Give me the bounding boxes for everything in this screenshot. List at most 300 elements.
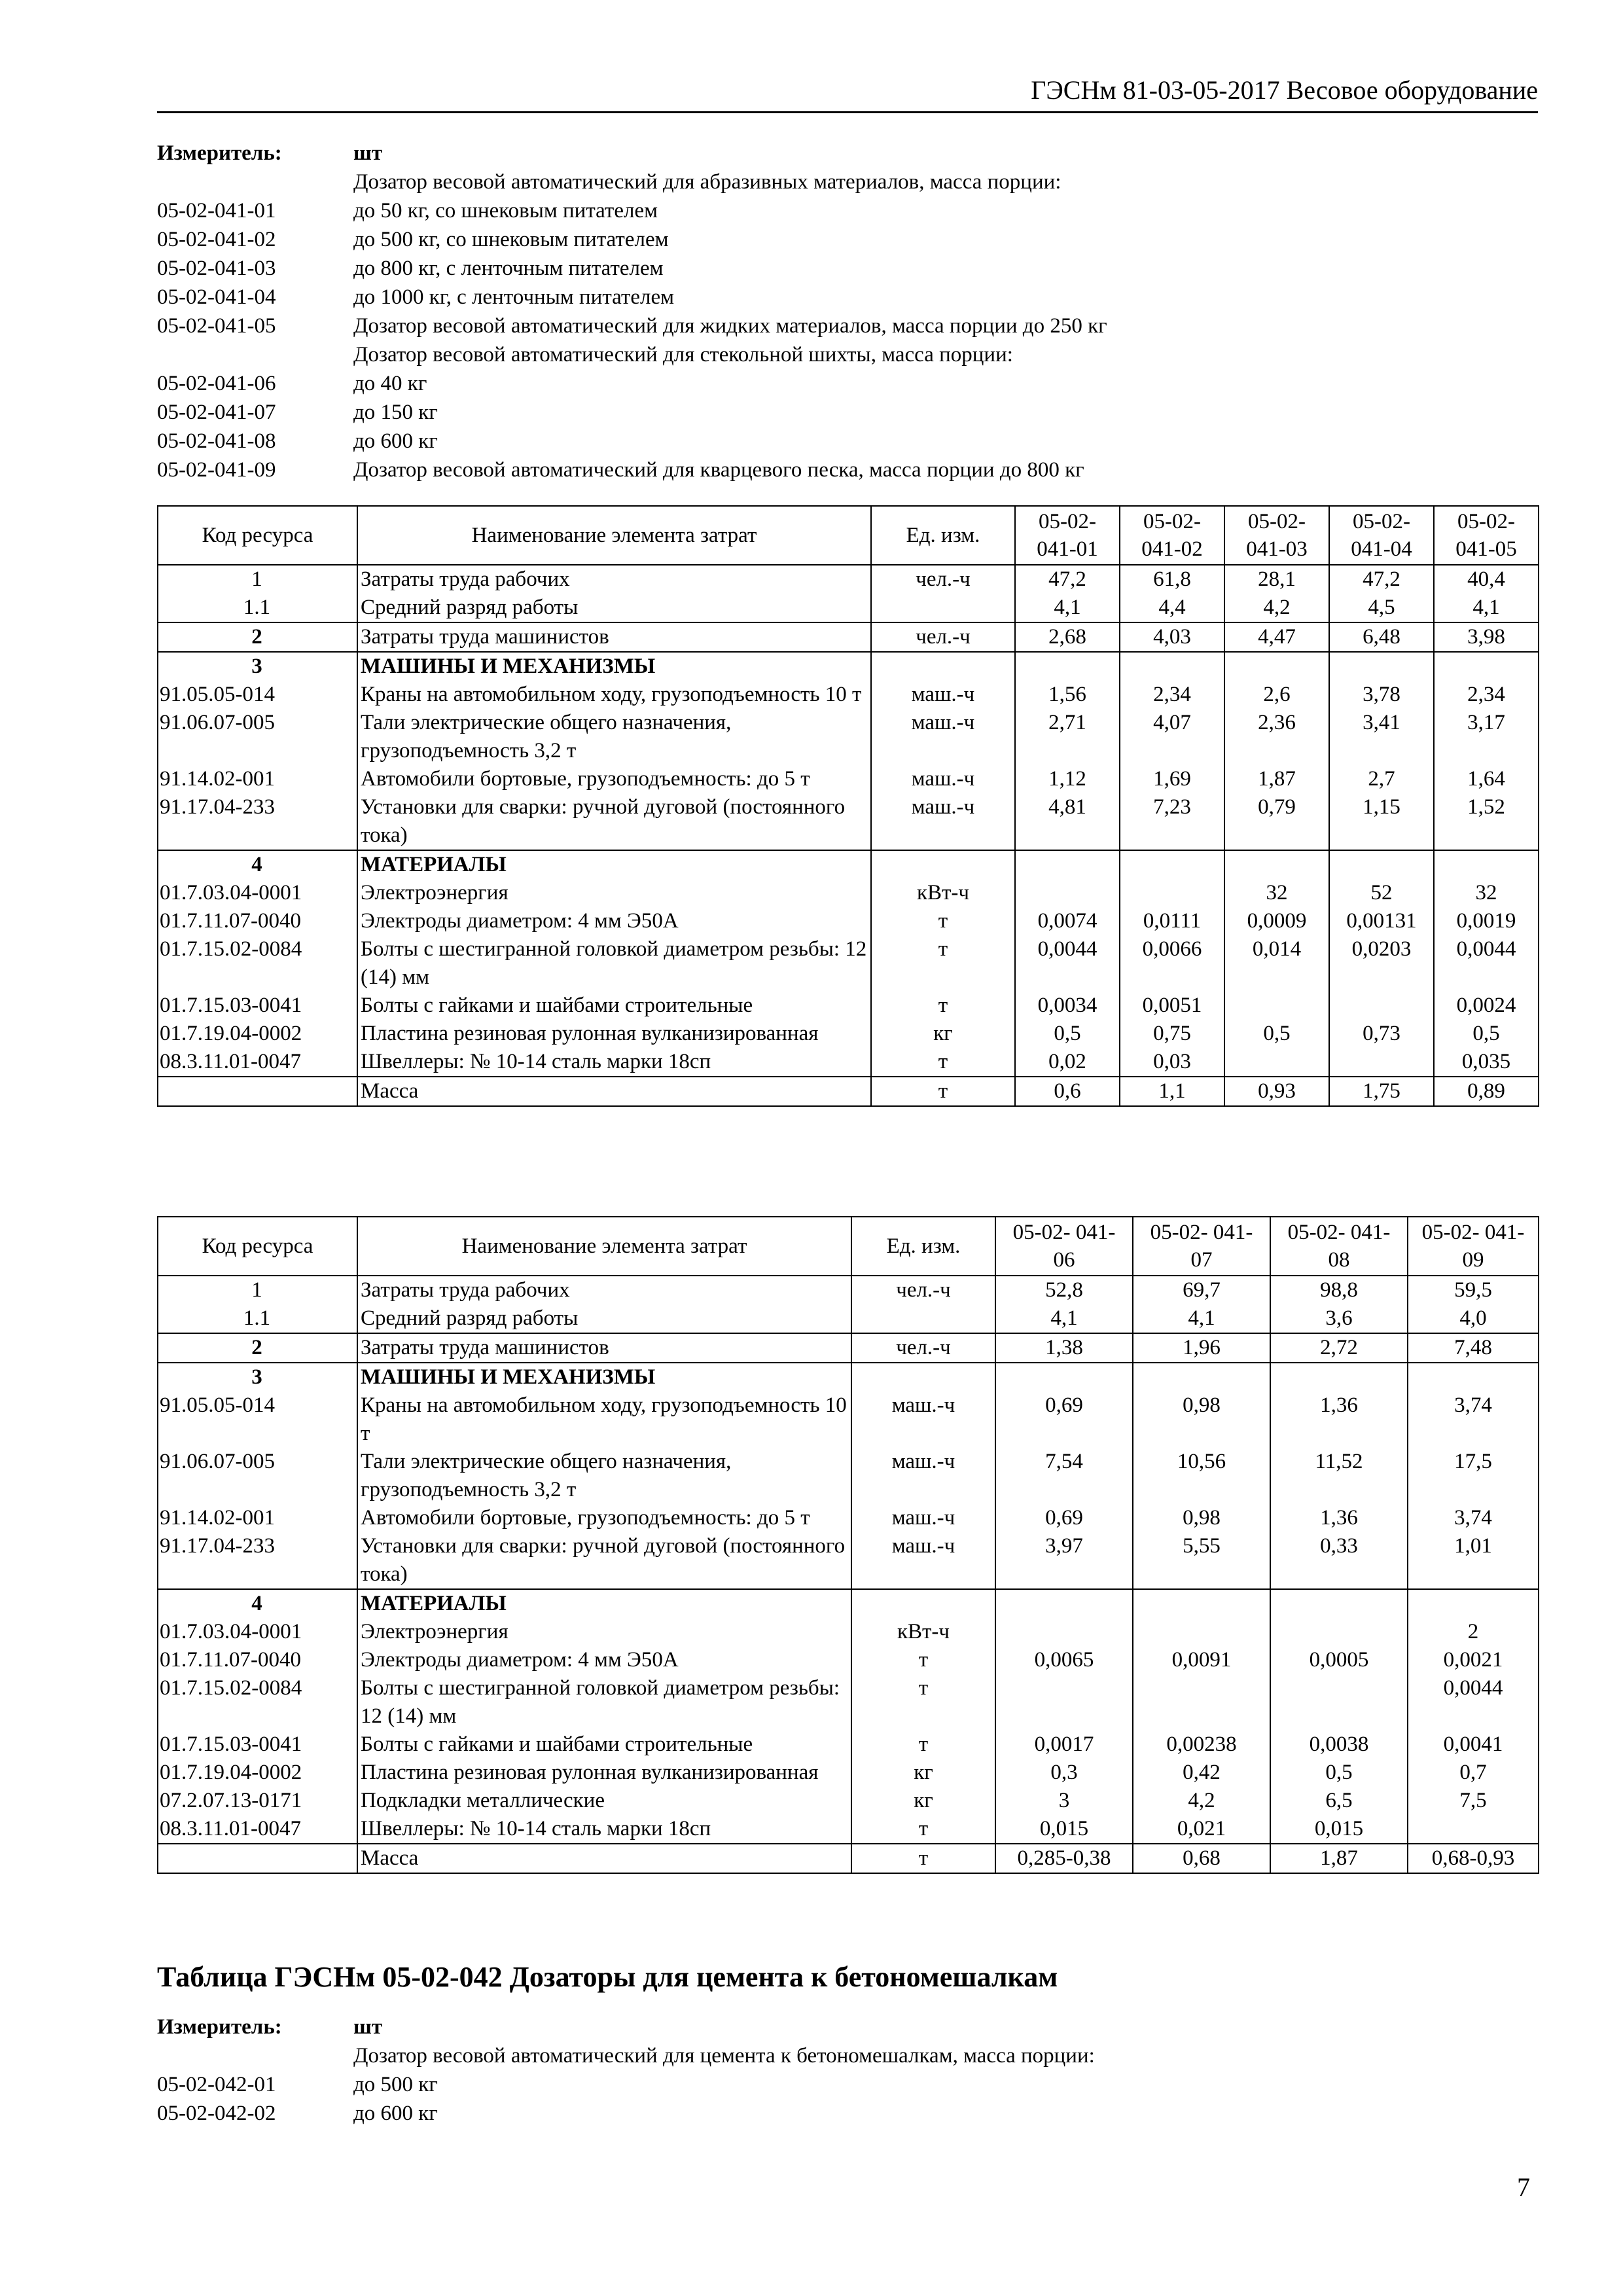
cell-code: 91.14.02-001 bbox=[158, 1504, 357, 1532]
cell-name: Автомобили бортовые, грузоподъемность: до 5 т bbox=[357, 765, 871, 793]
table-row bbox=[158, 622, 1539, 652]
cell-code: 4 bbox=[158, 1589, 357, 1618]
cell-value: 0,0034 bbox=[1015, 992, 1120, 1020]
cell-value: 0,00238 bbox=[1133, 1731, 1270, 1759]
cell-value: 3 bbox=[995, 1787, 1133, 1815]
cell-value: 0,285-0,38 bbox=[995, 1844, 1133, 1873]
cell-name: Тали электрические общего назначения, грузоподъемность 3,2 т bbox=[357, 709, 871, 765]
cell-value: 0,0024 bbox=[1434, 992, 1539, 1020]
cell-value: 17,5 bbox=[1408, 1448, 1539, 1504]
cell-unit: т bbox=[871, 907, 1015, 935]
cell-value bbox=[1434, 652, 1539, 681]
measure-block-2 bbox=[157, 2013, 1400, 2128]
cell-value: 0,75 bbox=[1120, 1020, 1224, 1048]
item-text: до 600 кг bbox=[353, 2102, 438, 2125]
cell-code: 91.17.04-233 bbox=[158, 1532, 357, 1589]
item-code: 05-02-041-08 bbox=[157, 429, 276, 453]
cell-value bbox=[1408, 1363, 1539, 1391]
cell-unit: маш.-ч bbox=[851, 1391, 995, 1448]
cell-name: Затраты труда машинистов bbox=[357, 622, 871, 652]
cell-value: 0,79 bbox=[1224, 793, 1329, 850]
item-code: 05-02-041-06 bbox=[157, 372, 276, 395]
resource-table-1 bbox=[157, 505, 1539, 1107]
header-col: 05-02- 041- 07 bbox=[1133, 1217, 1270, 1276]
cell-value: 0,0038 bbox=[1270, 1731, 1408, 1759]
cell-value bbox=[995, 1618, 1133, 1646]
cell-value: 2,68 bbox=[1015, 622, 1120, 652]
cell-name: Болты с гайками и шайбами строительные bbox=[357, 992, 871, 1020]
cell-value: 7,23 bbox=[1120, 793, 1224, 850]
cell-code: 01.7.11.07-0040 bbox=[158, 907, 357, 935]
cell-value: 0,02 bbox=[1015, 1048, 1120, 1077]
table-row bbox=[158, 765, 1539, 793]
cell-value: 0,03 bbox=[1120, 1048, 1224, 1077]
cell-value: 3,98 bbox=[1434, 622, 1539, 652]
measure-unit: шт bbox=[353, 141, 383, 165]
table-row bbox=[158, 1532, 1539, 1589]
cell-value: 6,5 bbox=[1270, 1787, 1408, 1815]
cell-value bbox=[1408, 1589, 1539, 1618]
cell-value: 98,8 bbox=[1270, 1276, 1408, 1304]
cell-code: 1.1 bbox=[158, 594, 357, 622]
page-number: 7 bbox=[1517, 2172, 1530, 2202]
cell-value: 28,1 bbox=[1224, 565, 1329, 594]
cell-value: 2,71 bbox=[1015, 709, 1120, 765]
cell-name: Электроэнергия bbox=[357, 879, 871, 907]
header-col: 05-02- 041- 06 bbox=[995, 1217, 1133, 1276]
cell-value: 0,021 bbox=[1133, 1815, 1270, 1844]
cell-value: 4,4 bbox=[1120, 594, 1224, 622]
cell-value: 0,0111 bbox=[1120, 907, 1224, 935]
cell-code: 2 bbox=[158, 1333, 357, 1363]
cell-unit: маш.-ч bbox=[871, 709, 1015, 765]
item-text: до 50 кг, со шнековым питателем bbox=[353, 199, 658, 223]
cell-unit: маш.-ч bbox=[871, 765, 1015, 793]
table-row bbox=[158, 1448, 1539, 1504]
cell-value: 0,0074 bbox=[1015, 907, 1120, 935]
cell-value: 0,5 bbox=[1270, 1759, 1408, 1787]
table-row bbox=[158, 652, 1539, 681]
cell-value: 0,5 bbox=[1224, 1020, 1329, 1048]
cell-value bbox=[1133, 1363, 1270, 1391]
table-header-row bbox=[158, 506, 1539, 565]
cell-value: 3,17 bbox=[1434, 709, 1539, 765]
item-code: 05-02-041-03 bbox=[157, 257, 276, 280]
item-code: 05-02-041-05 bbox=[157, 314, 276, 338]
cell-name: Краны на автомобильном ходу, грузоподъемность 10 т bbox=[357, 681, 871, 709]
cell-code: 01.7.19.04-0002 bbox=[158, 1020, 357, 1048]
item-code: 05-02-041-04 bbox=[157, 285, 276, 309]
cell-name: Автомобили бортовые, грузоподъемность: до 5 т bbox=[357, 1504, 851, 1532]
header-col: 05-02- 041- 08 bbox=[1270, 1217, 1408, 1276]
cell-value bbox=[1329, 1048, 1434, 1077]
cell-unit: кг bbox=[851, 1759, 995, 1787]
cell-unit: т bbox=[871, 1048, 1015, 1077]
cell-value: 0,015 bbox=[1270, 1815, 1408, 1844]
cell-unit: т bbox=[851, 1646, 995, 1674]
header-col: 05-02- 041-03 bbox=[1224, 506, 1329, 565]
cell-value bbox=[1434, 850, 1539, 879]
cell-name: Средний разряд работы bbox=[357, 1304, 851, 1333]
cell-value: 5,55 bbox=[1133, 1532, 1270, 1589]
cell-value: 3,97 bbox=[995, 1532, 1133, 1589]
cell-value bbox=[1270, 1589, 1408, 1618]
cell-unit: маш.-ч bbox=[871, 681, 1015, 709]
cell-unit: кВт-ч bbox=[871, 879, 1015, 907]
cell-value: 11,52 bbox=[1270, 1448, 1408, 1504]
measure-label: Измеритель: bbox=[157, 141, 282, 165]
cell-value: 0,0044 bbox=[1015, 935, 1120, 992]
header-title: ГЭСНм 81-03-05-2017 Весовое оборудование bbox=[1031, 75, 1538, 105]
header-col: 05-02- 041-05 bbox=[1434, 506, 1539, 565]
table-row bbox=[158, 681, 1539, 709]
cell-value: 1,87 bbox=[1224, 765, 1329, 793]
cell-value: 0,0066 bbox=[1120, 935, 1224, 992]
cell-name: МАШИНЫ И МЕХАНИЗМЫ bbox=[357, 652, 871, 681]
cell-unit: т bbox=[871, 935, 1015, 992]
header-unit: Ед. изм. bbox=[851, 1217, 995, 1276]
cell-name: Тали электрические общего назначения, грузоподъемность 3,2 т bbox=[357, 1448, 851, 1504]
cell-value: 2,6 bbox=[1224, 681, 1329, 709]
cell-code: 4 bbox=[158, 850, 357, 879]
table-row bbox=[158, 850, 1539, 879]
cell-value: 59,5 bbox=[1408, 1276, 1539, 1304]
table-row bbox=[158, 879, 1539, 907]
cell-value: 4,81 bbox=[1015, 793, 1120, 850]
header-unit: Ед. изм. bbox=[871, 506, 1015, 565]
header-col: 05-02- 041-02 bbox=[1120, 506, 1224, 565]
cell-unit: т bbox=[871, 992, 1015, 1020]
cell-code: 01.7.03.04-0001 bbox=[158, 879, 357, 907]
cell-value: 0,015 bbox=[995, 1815, 1133, 1844]
cell-code: 91.06.07-005 bbox=[158, 709, 357, 765]
cell-code: 2 bbox=[158, 622, 357, 652]
table-row bbox=[158, 594, 1539, 622]
cell-value: 0,5 bbox=[1434, 1020, 1539, 1048]
cell-value: 2,7 bbox=[1329, 765, 1434, 793]
cell-name: Электроды диаметром: 4 мм Э50А bbox=[357, 907, 871, 935]
cell-value bbox=[1270, 1674, 1408, 1731]
table-row bbox=[158, 793, 1539, 850]
cell-value: 0,0091 bbox=[1133, 1646, 1270, 1674]
item-code: 05-02-041-02 bbox=[157, 228, 276, 251]
cell-value: 40,4 bbox=[1434, 565, 1539, 594]
cell-value: 1,1 bbox=[1120, 1077, 1224, 1106]
cell-value: 3,78 bbox=[1329, 681, 1434, 709]
item-code: 05-02-041-09 bbox=[157, 458, 276, 482]
table-row bbox=[158, 1731, 1539, 1759]
cell-value bbox=[995, 1363, 1133, 1391]
cell-value bbox=[1224, 992, 1329, 1020]
item-text: до 500 кг bbox=[353, 2073, 438, 2096]
cell-name: Установки для сварки: ручной дуговой (постоянного тока) bbox=[357, 1532, 851, 1589]
group-heading: Дозатор весовой автоматический для стекольной шихты, масса порции: bbox=[353, 343, 1013, 367]
cell-value: 0,035 bbox=[1434, 1048, 1539, 1077]
item-text: до 500 кг, со шнековым питателем bbox=[353, 228, 669, 251]
cell-value: 0,93 bbox=[1224, 1077, 1329, 1106]
cell-value: 0,0005 bbox=[1270, 1646, 1408, 1674]
cell-name: Болты с шестигранной головкой диаметром резьбы: 12 (14) мм bbox=[357, 935, 871, 992]
cell-value: 1,12 bbox=[1015, 765, 1120, 793]
item-text: Дозатор весовой автоматический для кварцевого песка, масса порции до 800 кг bbox=[353, 458, 1084, 482]
cell-value: 1,01 bbox=[1408, 1532, 1539, 1589]
cell-unit: маш.-ч bbox=[851, 1504, 995, 1532]
cell-value: 0,33 bbox=[1270, 1532, 1408, 1589]
cell-value bbox=[1133, 1674, 1270, 1731]
cell-name: Масса bbox=[357, 1077, 871, 1106]
cell-value: 0,3 bbox=[995, 1759, 1133, 1787]
cell-code: 01.7.15.02-0084 bbox=[158, 1674, 357, 1731]
cell-value bbox=[1224, 652, 1329, 681]
cell-value bbox=[995, 1589, 1133, 1618]
item-text: до 800 кг, с ленточным питателем bbox=[353, 257, 664, 280]
table-header-row bbox=[158, 1217, 1539, 1276]
cell-value: 4,07 bbox=[1120, 709, 1224, 765]
group-heading: Дозатор весовой автоматический для цемента к бетономешалкам, масса порции: bbox=[353, 2044, 1095, 2068]
item-text: до 1000 кг, с ленточным питателем bbox=[353, 285, 675, 309]
cell-code: 91.06.07-005 bbox=[158, 1448, 357, 1504]
item-text: до 600 кг bbox=[353, 429, 438, 453]
cell-value: 4,1 bbox=[1015, 594, 1120, 622]
cell-value: 3,74 bbox=[1408, 1391, 1539, 1448]
cell-value bbox=[1224, 850, 1329, 879]
cell-value bbox=[1329, 850, 1434, 879]
cell-name: МАШИНЫ И МЕХАНИЗМЫ bbox=[357, 1363, 851, 1391]
cell-unit bbox=[851, 1363, 995, 1391]
page-header bbox=[157, 73, 1538, 113]
table-row bbox=[158, 1391, 1539, 1448]
cell-name: Болты с гайками и шайбами строительные bbox=[357, 1731, 851, 1759]
cell-value: 4,5 bbox=[1329, 594, 1434, 622]
cell-code: 01.7.03.04-0001 bbox=[158, 1618, 357, 1646]
cell-unit: т bbox=[851, 1815, 995, 1844]
cell-name: Затраты труда рабочих bbox=[357, 1276, 851, 1304]
cell-value bbox=[1329, 992, 1434, 1020]
cell-name: Затраты труда рабочих bbox=[357, 565, 871, 594]
cell-value: 1,36 bbox=[1270, 1391, 1408, 1448]
cell-value: 0,0044 bbox=[1434, 935, 1539, 992]
cell-code bbox=[158, 1077, 357, 1106]
cell-value: 0,00131 bbox=[1329, 907, 1434, 935]
item-code: 05-02-041-01 bbox=[157, 199, 276, 223]
table-row bbox=[158, 1844, 1539, 1873]
cell-code: 01.7.15.02-0084 bbox=[158, 935, 357, 992]
table-row bbox=[158, 1333, 1539, 1363]
table-row bbox=[158, 907, 1539, 935]
cell-name: МАТЕРИАЛЫ bbox=[357, 1589, 851, 1618]
cell-value: 0,98 bbox=[1133, 1504, 1270, 1532]
cell-value: 1,69 bbox=[1120, 765, 1224, 793]
cell-code: 91.14.02-001 bbox=[158, 765, 357, 793]
cell-name: Электроды диаметром: 4 мм Э50А bbox=[357, 1646, 851, 1674]
cell-value: 1,96 bbox=[1133, 1333, 1270, 1363]
table-title: Таблица ГЭСНм 05-02-042 Дозаторы для цемента к бетономешалкам bbox=[157, 1961, 1058, 1993]
cell-value bbox=[1015, 850, 1120, 879]
cell-value: 0,0051 bbox=[1120, 992, 1224, 1020]
table-row bbox=[158, 565, 1539, 594]
cell-unit: чел.-ч bbox=[851, 1276, 995, 1304]
header-col: 05-02- 041-04 bbox=[1329, 506, 1434, 565]
cell-value: 47,2 bbox=[1329, 565, 1434, 594]
header-col: 05-02- 041- 09 bbox=[1408, 1217, 1539, 1276]
header-name: Наименование элемента затрат bbox=[357, 506, 871, 565]
cell-unit bbox=[851, 1589, 995, 1618]
item-code: 05-02-042-01 bbox=[157, 2073, 276, 2096]
cell-value: 1,38 bbox=[995, 1333, 1133, 1363]
cell-unit: кг bbox=[851, 1787, 995, 1815]
cell-value: 4,1 bbox=[1434, 594, 1539, 622]
cell-value: 1,15 bbox=[1329, 793, 1434, 850]
cell-value: 1,52 bbox=[1434, 793, 1539, 850]
cell-value: 1,75 bbox=[1329, 1077, 1434, 1106]
cell-value: 2 bbox=[1408, 1618, 1539, 1646]
measure-label: Измеритель: bbox=[157, 2015, 282, 2039]
cell-value: 0,0009 bbox=[1224, 907, 1329, 935]
cell-code: 08.3.11.01-0047 bbox=[158, 1815, 357, 1844]
cell-unit: чел.-ч bbox=[851, 1333, 995, 1363]
cell-unit: чел.-ч bbox=[871, 565, 1015, 594]
cell-value: 7,48 bbox=[1408, 1333, 1539, 1363]
cell-unit: чел.-ч bbox=[871, 622, 1015, 652]
cell-value: 52,8 bbox=[995, 1276, 1133, 1304]
cell-value: 0,73 bbox=[1329, 1020, 1434, 1048]
cell-name: МАТЕРИАЛЫ bbox=[357, 850, 871, 879]
cell-code: 01.7.11.07-0040 bbox=[158, 1646, 357, 1674]
cell-value: 7,54 bbox=[995, 1448, 1133, 1504]
cell-value: 61,8 bbox=[1120, 565, 1224, 594]
cell-unit: т bbox=[851, 1731, 995, 1759]
header-code: Код ресурса bbox=[158, 506, 357, 565]
cell-value: 32 bbox=[1434, 879, 1539, 907]
cell-unit bbox=[871, 652, 1015, 681]
cell-code: 1.1 bbox=[158, 1304, 357, 1333]
item-code: 05-02-042-02 bbox=[157, 2102, 276, 2125]
cell-unit: т bbox=[851, 1844, 995, 1873]
cell-name: Швеллеры: № 10-14 сталь марки 18сп bbox=[357, 1815, 851, 1844]
cell-value bbox=[1133, 1589, 1270, 1618]
cell-unit: маш.-ч bbox=[871, 793, 1015, 850]
cell-value: 0,68-0,93 bbox=[1408, 1844, 1539, 1873]
cell-value: 0,68 bbox=[1133, 1844, 1270, 1873]
cell-code: 91.17.04-233 bbox=[158, 793, 357, 850]
table-row bbox=[158, 935, 1539, 992]
header-code: Код ресурса bbox=[158, 1217, 357, 1276]
cell-code: 07.2.07.13-0171 bbox=[158, 1787, 357, 1815]
group-heading: Дозатор весовой автоматический для абразивных материалов, масса порции: bbox=[353, 170, 1061, 194]
table-row bbox=[158, 992, 1539, 1020]
cell-value: 0,98 bbox=[1133, 1391, 1270, 1448]
header-name: Наименование элемента затрат bbox=[357, 1217, 851, 1276]
cell-value: 0,0041 bbox=[1408, 1731, 1539, 1759]
cell-unit: кг bbox=[871, 1020, 1015, 1048]
cell-code: 1 bbox=[158, 565, 357, 594]
cell-value: 1,36 bbox=[1270, 1504, 1408, 1532]
cell-value bbox=[995, 1674, 1133, 1731]
item-text: до 150 кг bbox=[353, 401, 438, 424]
item-text: Дозатор весовой автоматический для жидких материалов, масса порции до 250 кг bbox=[353, 314, 1107, 338]
cell-value bbox=[1120, 652, 1224, 681]
cell-value: 0,014 bbox=[1224, 935, 1329, 992]
cell-value bbox=[1120, 850, 1224, 879]
cell-code: 08.3.11.01-0047 bbox=[158, 1048, 357, 1077]
cell-name: Масса bbox=[357, 1844, 851, 1873]
cell-value: 4,1 bbox=[1133, 1304, 1270, 1333]
cell-value bbox=[1329, 652, 1434, 681]
cell-value: 2,72 bbox=[1270, 1333, 1408, 1363]
cell-code: 91.05.05-014 bbox=[158, 681, 357, 709]
cell-value: 3,6 bbox=[1270, 1304, 1408, 1333]
resource-table-2 bbox=[157, 1216, 1539, 1874]
cell-value: 52 bbox=[1329, 879, 1434, 907]
table-row bbox=[158, 1589, 1539, 1618]
cell-value: 2,34 bbox=[1434, 681, 1539, 709]
cell-unit: т bbox=[871, 1077, 1015, 1106]
cell-value bbox=[1270, 1618, 1408, 1646]
cell-unit: т bbox=[851, 1674, 995, 1731]
table-row bbox=[158, 1304, 1539, 1333]
cell-value: 0,7 bbox=[1408, 1759, 1539, 1787]
cell-value: 0,42 bbox=[1133, 1759, 1270, 1787]
measure-unit: шт bbox=[353, 2015, 383, 2039]
measure-block-1 bbox=[157, 139, 1400, 484]
cell-value: 1,64 bbox=[1434, 765, 1539, 793]
cell-value bbox=[1133, 1618, 1270, 1646]
cell-value: 4,2 bbox=[1224, 594, 1329, 622]
cell-unit: маш.-ч bbox=[851, 1448, 995, 1504]
cell-value: 1,56 bbox=[1015, 681, 1120, 709]
cell-name: Затраты труда машинистов bbox=[357, 1333, 851, 1363]
cell-value: 1,87 bbox=[1270, 1844, 1408, 1873]
cell-value: 3,74 bbox=[1408, 1504, 1539, 1532]
cell-value: 7,5 bbox=[1408, 1787, 1539, 1815]
cell-value: 0,6 bbox=[1015, 1077, 1120, 1106]
cell-value: 47,2 bbox=[1015, 565, 1120, 594]
header-col: 05-02- 041-01 bbox=[1015, 506, 1120, 565]
cell-code: 1 bbox=[158, 1276, 357, 1304]
cell-unit bbox=[871, 594, 1015, 622]
cell-value: 0,5 bbox=[1015, 1020, 1120, 1048]
cell-code: 01.7.15.03-0041 bbox=[158, 992, 357, 1020]
cell-value: 0,0021 bbox=[1408, 1646, 1539, 1674]
cell-name: Подкладки металлические bbox=[357, 1787, 851, 1815]
table-row bbox=[158, 1504, 1539, 1532]
table-row bbox=[158, 1646, 1539, 1674]
table-row bbox=[158, 1077, 1539, 1106]
item-text: до 40 кг bbox=[353, 372, 427, 395]
table-row bbox=[158, 1759, 1539, 1787]
cell-value bbox=[1408, 1815, 1539, 1844]
cell-code: 01.7.15.03-0041 bbox=[158, 1731, 357, 1759]
cell-name: Швеллеры: № 10-14 сталь марки 18сп bbox=[357, 1048, 871, 1077]
cell-value: 0,69 bbox=[995, 1504, 1133, 1532]
cell-value: 3,41 bbox=[1329, 709, 1434, 765]
cell-name: Болты с шестигранной головкой диаметром резьбы: 12 (14) мм bbox=[357, 1674, 851, 1731]
cell-code: 3 bbox=[158, 652, 357, 681]
cell-code: 3 bbox=[158, 1363, 357, 1391]
table-row bbox=[158, 1048, 1539, 1077]
table-row bbox=[158, 709, 1539, 765]
cell-value: 0,0017 bbox=[995, 1731, 1133, 1759]
cell-name: Пластина резиновая рулонная вулканизированная bbox=[357, 1759, 851, 1787]
cell-value bbox=[1015, 652, 1120, 681]
cell-value: 32 bbox=[1224, 879, 1329, 907]
cell-value bbox=[1270, 1363, 1408, 1391]
table-row bbox=[158, 1674, 1539, 1731]
cell-value: 0,89 bbox=[1434, 1077, 1539, 1106]
cell-name: Установки для сварки: ручной дуговой (постоянного тока) bbox=[357, 793, 871, 850]
table-row bbox=[158, 1815, 1539, 1844]
cell-code bbox=[158, 1844, 357, 1873]
